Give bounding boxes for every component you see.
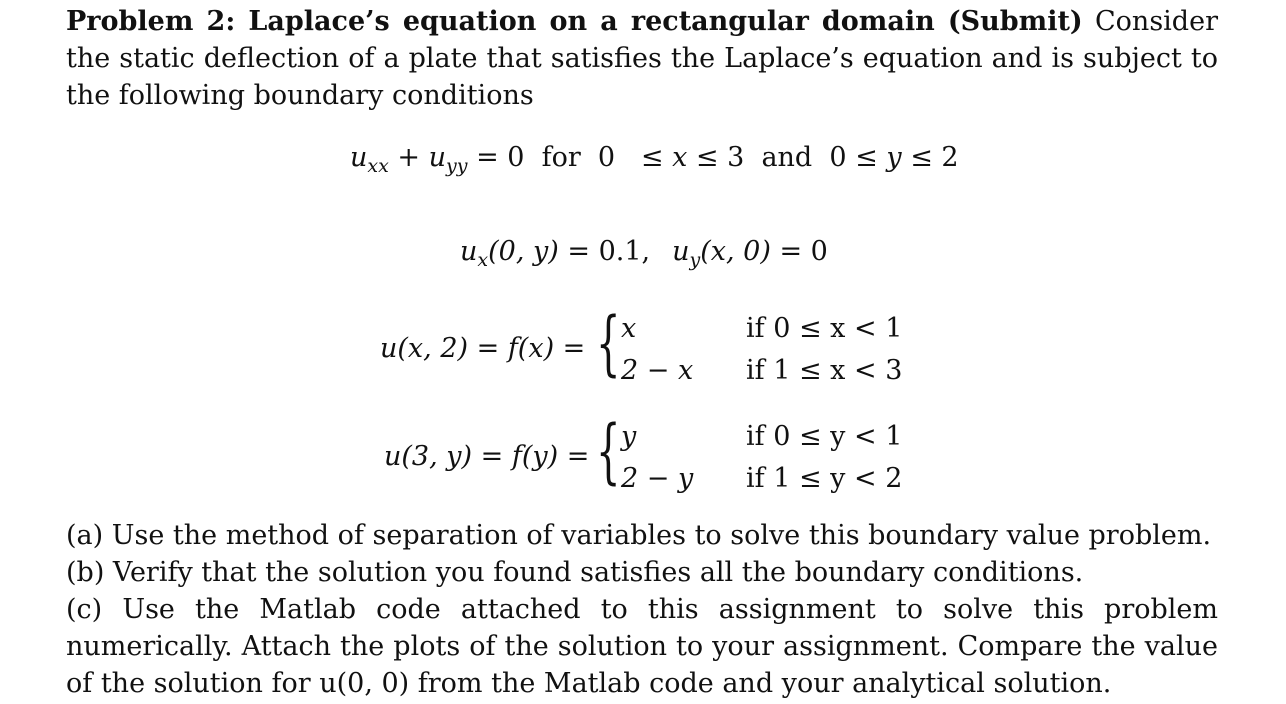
pde-rest-b: ≤ <box>623 142 673 173</box>
pde-rest-a: = 0 for 0 <box>467 142 624 173</box>
top-case1-expr: x <box>621 313 637 344</box>
neumann-arg2: (x, 0) <box>700 236 771 267</box>
pde-rest-d: ≤ 2 <box>901 142 959 173</box>
neumann-val1: = 0.1, <box>558 236 651 267</box>
neumann-sub-y: y <box>689 249 701 271</box>
right-case2-cond: if 1 ≤ y < 2 <box>746 463 903 494</box>
part-c: (c) Use the Matlab code attached to this assignment to solve this problem numerically. Attach the plots of the solution to your assignment. Compare the value of the solution for u(0, 0) from the Matlab code and your analytical solution. <box>66 594 1218 699</box>
top-case1-cond: if 0 ≤ x < 1 <box>746 313 903 344</box>
right-boundary-lhs: u(3, y) = f(y) = <box>384 441 590 472</box>
problem-title: Problem 2: Laplace’s equation on a rectangular domain (Submit) <box>66 6 1083 37</box>
neumann-conditions <box>460 236 828 271</box>
left-brace-icon: { <box>596 410 621 492</box>
top-case2-expr: 2 − x <box>621 355 694 386</box>
neumann-u2: u <box>672 236 690 267</box>
top-case2-cond: if 1 ≤ x < 3 <box>746 355 903 386</box>
pde-x: x <box>672 142 688 173</box>
pde-equation <box>350 142 959 177</box>
problem-parts <box>66 517 1218 702</box>
left-brace-icon: { <box>596 302 621 384</box>
neumann-sub-x: x <box>477 249 489 271</box>
pde-u1: u <box>350 142 368 173</box>
top-boundary-lhs: u(x, 2) = f(x) = <box>380 333 586 364</box>
neumann-u1: u <box>460 236 478 267</box>
neumann-val2: = 0 <box>770 236 828 267</box>
part-a: (a) Use the method of separation of variables to solve this boundary value problem. <box>66 520 1212 551</box>
neumann-arg1: (0, y) <box>488 236 559 267</box>
part-b: (b) Verify that the solution you found satisfies all the boundary conditions. <box>66 557 1084 588</box>
right-case1-cond: if 0 ≤ y < 1 <box>746 421 903 452</box>
pde-plus: + <box>388 142 429 173</box>
pde-sub-yy: yy <box>446 155 468 177</box>
pde-sub-xx: xx <box>367 155 389 177</box>
problem-intro <box>66 3 1218 114</box>
pde-y: y <box>886 142 902 173</box>
problem-intro-text: Consider the static deflection of a plate that satisfies the Laplace’s equation and is subject to the following boundary conditions <box>66 6 1218 111</box>
right-case1-expr: y <box>621 421 637 452</box>
pde-rest-c: ≤ 3 and 0 ≤ <box>687 142 887 173</box>
pde-u2: u <box>428 142 447 173</box>
right-case2-expr: 2 − y <box>621 463 694 494</box>
